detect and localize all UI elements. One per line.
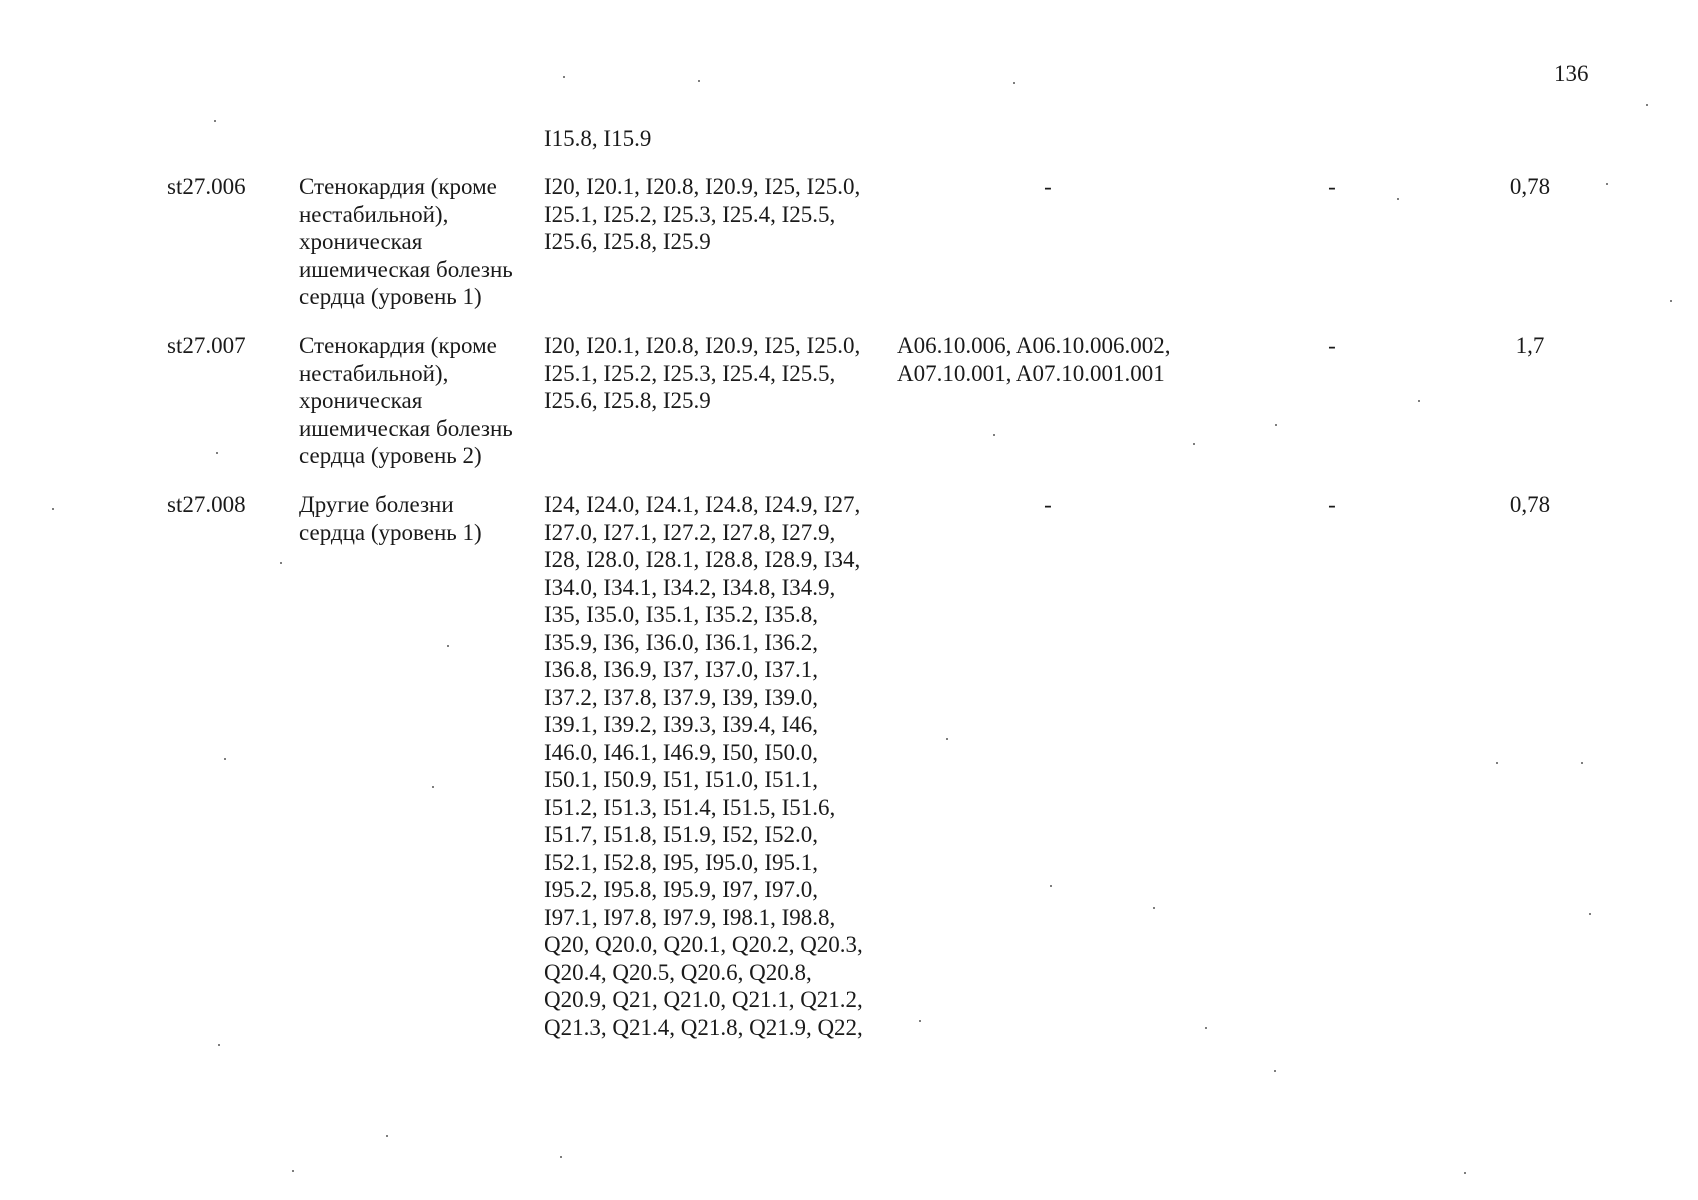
scan-speck bbox=[1496, 762, 1498, 764]
page-number: 136 bbox=[1554, 61, 1589, 86]
group-name-line: ишемическая болезнь bbox=[299, 415, 513, 441]
group-code: st27.007 bbox=[167, 333, 246, 358]
coefficient: 1,7 bbox=[1515, 333, 1545, 358]
scan-speck bbox=[698, 80, 700, 82]
mkb-codes-line: I20, I20.1, I20.8, I20.9, I25, I25.0, bbox=[544, 174, 861, 199]
mkb-codes-line: I20, I20.1, I20.8, I20.9, I25, I25.0, bbox=[544, 333, 861, 358]
mkb-codes-line: I28, I28.0, I28.1, I28.8, I28.9, I34, bbox=[544, 547, 861, 572]
mkb-codes bbox=[544, 332, 894, 415]
mkb-codes-line: I95.2, I95.8, I95.9, I97, I97.0, bbox=[544, 877, 819, 902]
group-name-line: хроническая bbox=[299, 229, 423, 254]
service-codes-line: A07.10.001, A07.10.001.001 bbox=[897, 360, 1165, 386]
mkb-codes-line: I46.0, I46.1, I46.9, I50, I50.0, bbox=[544, 739, 819, 765]
group-name bbox=[299, 491, 539, 546]
scan-speck bbox=[280, 562, 282, 564]
scan-speck bbox=[1646, 104, 1648, 106]
scan-speck bbox=[1193, 443, 1195, 445]
group-name-line: Стенокардия (кроме bbox=[299, 333, 497, 358]
group-name-line: ишемическая болезнь bbox=[299, 256, 513, 282]
scan-speck bbox=[1581, 762, 1583, 764]
group-name-line: Стенокардия (кроме bbox=[299, 174, 497, 199]
mkb-codes-line: I25.1, I25.2, I25.3, I25.4, I25.5, bbox=[544, 201, 836, 227]
group-code: st27.006 bbox=[167, 174, 246, 199]
group-name-line: сердца (уровень 1) bbox=[299, 284, 482, 309]
continued-mkb-codes: I15.8, I15.9 bbox=[544, 126, 652, 151]
other-criterion: - bbox=[1328, 174, 1336, 199]
mkb-codes-line: I27.0, I27.1, I27.2, I27.8, I27.9, bbox=[544, 519, 836, 545]
mkb-codes-line: I52.1, I52.8, I95, I95.0, I95.1, bbox=[544, 849, 819, 875]
scan-speck bbox=[52, 508, 54, 510]
scan-speck bbox=[386, 1135, 388, 1137]
mkb-codes-line: Q20.9, Q21, Q21.0, Q21.1, Q21.2, bbox=[544, 987, 863, 1012]
service-codes: - bbox=[1044, 174, 1052, 199]
scan-speck bbox=[218, 1044, 220, 1046]
mkb-codes-line: I35, I35.0, I35.1, I35.2, I35.8, bbox=[544, 602, 819, 627]
scan-speck bbox=[292, 1170, 294, 1172]
mkb-codes bbox=[544, 173, 894, 256]
mkb-codes-line: Q21.3, Q21.4, Q21.8, Q21.9, Q22, bbox=[544, 1014, 863, 1040]
group-name-line: хроническая bbox=[299, 388, 423, 413]
scan-speck bbox=[993, 434, 995, 436]
other-criterion: - bbox=[1328, 492, 1336, 517]
scan-speck bbox=[1050, 885, 1052, 887]
mkb-codes-line: I51.7, I51.8, I51.9, I52, I52.0, bbox=[544, 822, 819, 847]
scan-speck bbox=[447, 645, 449, 647]
service-codes: - bbox=[1044, 492, 1052, 517]
service-codes bbox=[897, 332, 1227, 387]
group-name-line: сердца (уровень 2) bbox=[299, 443, 482, 468]
scan-speck bbox=[214, 120, 216, 122]
scan-speck bbox=[1418, 400, 1420, 402]
mkb-codes-line: I24, I24.0, I24.1, I24.8, I24.9, I27, bbox=[544, 492, 861, 517]
scan-speck bbox=[1205, 1027, 1207, 1029]
group-name-line: Другие болезни bbox=[299, 492, 454, 517]
coefficient: 0,78 bbox=[1509, 492, 1551, 517]
scan-speck bbox=[1464, 1172, 1466, 1174]
scan-speck bbox=[560, 1156, 562, 1158]
mkb-codes-line: I97.1, I97.8, I97.9, I98.1, I98.8, bbox=[544, 904, 836, 930]
mkb-codes-line: I37.2, I37.8, I37.9, I39, I39.0, bbox=[544, 684, 819, 710]
group-name bbox=[299, 173, 539, 311]
mkb-codes-line: Q20, Q20.0, Q20.1, Q20.2, Q20.3, bbox=[544, 932, 863, 957]
mkb-codes bbox=[544, 491, 894, 1041]
coefficient: 0,78 bbox=[1509, 174, 1551, 199]
scan-speck bbox=[1275, 424, 1277, 426]
service-codes-line: A06.10.006, A06.10.006.002, bbox=[897, 333, 1171, 358]
mkb-codes-line: I51.2, I51.3, I51.4, I51.5, I51.6, bbox=[544, 794, 836, 820]
group-name-line: нестабильной), bbox=[299, 360, 449, 386]
mkb-codes-line: I35.9, I36, I36.0, I36.1, I36.2, bbox=[544, 629, 819, 655]
mkb-codes-line: Q20.4, Q20.5, Q20.6, Q20.8, bbox=[544, 959, 812, 985]
mkb-codes-line: I50.1, I50.9, I51, I51.0, I51.1, bbox=[544, 767, 819, 792]
group-name-line: нестабильной), bbox=[299, 201, 449, 227]
mkb-codes-line: I36.8, I36.9, I37, I37.0, I37.1, bbox=[544, 657, 819, 682]
scan-speck bbox=[1274, 1070, 1276, 1072]
mkb-codes-line: I39.1, I39.2, I39.3, I39.4, I46, bbox=[544, 712, 819, 737]
other-criterion: - bbox=[1328, 333, 1336, 358]
scan-speck bbox=[432, 786, 434, 788]
mkb-codes-line: I25.6, I25.8, I25.9 bbox=[544, 229, 711, 254]
scan-speck bbox=[946, 738, 948, 740]
scan-speck bbox=[1013, 82, 1015, 84]
group-code: st27.008 bbox=[167, 492, 246, 517]
mkb-codes-line: I25.6, I25.8, I25.9 bbox=[544, 388, 711, 413]
scan-speck bbox=[216, 452, 218, 454]
scan-speck bbox=[224, 758, 226, 760]
scan-speck bbox=[1589, 913, 1591, 915]
mkb-codes-line: I25.1, I25.2, I25.3, I25.4, I25.5, bbox=[544, 360, 836, 386]
scan-speck bbox=[1153, 907, 1155, 909]
scan-speck bbox=[919, 1020, 921, 1022]
group-name bbox=[299, 332, 539, 470]
scan-speck bbox=[563, 76, 565, 78]
scan-speck bbox=[1670, 300, 1672, 302]
group-name-line: сердца (уровень 1) bbox=[299, 519, 482, 545]
scan-speck bbox=[1606, 183, 1608, 185]
scan-speck bbox=[1397, 198, 1399, 200]
mkb-codes-line: I34.0, I34.1, I34.2, I34.8, I34.9, bbox=[544, 574, 836, 600]
